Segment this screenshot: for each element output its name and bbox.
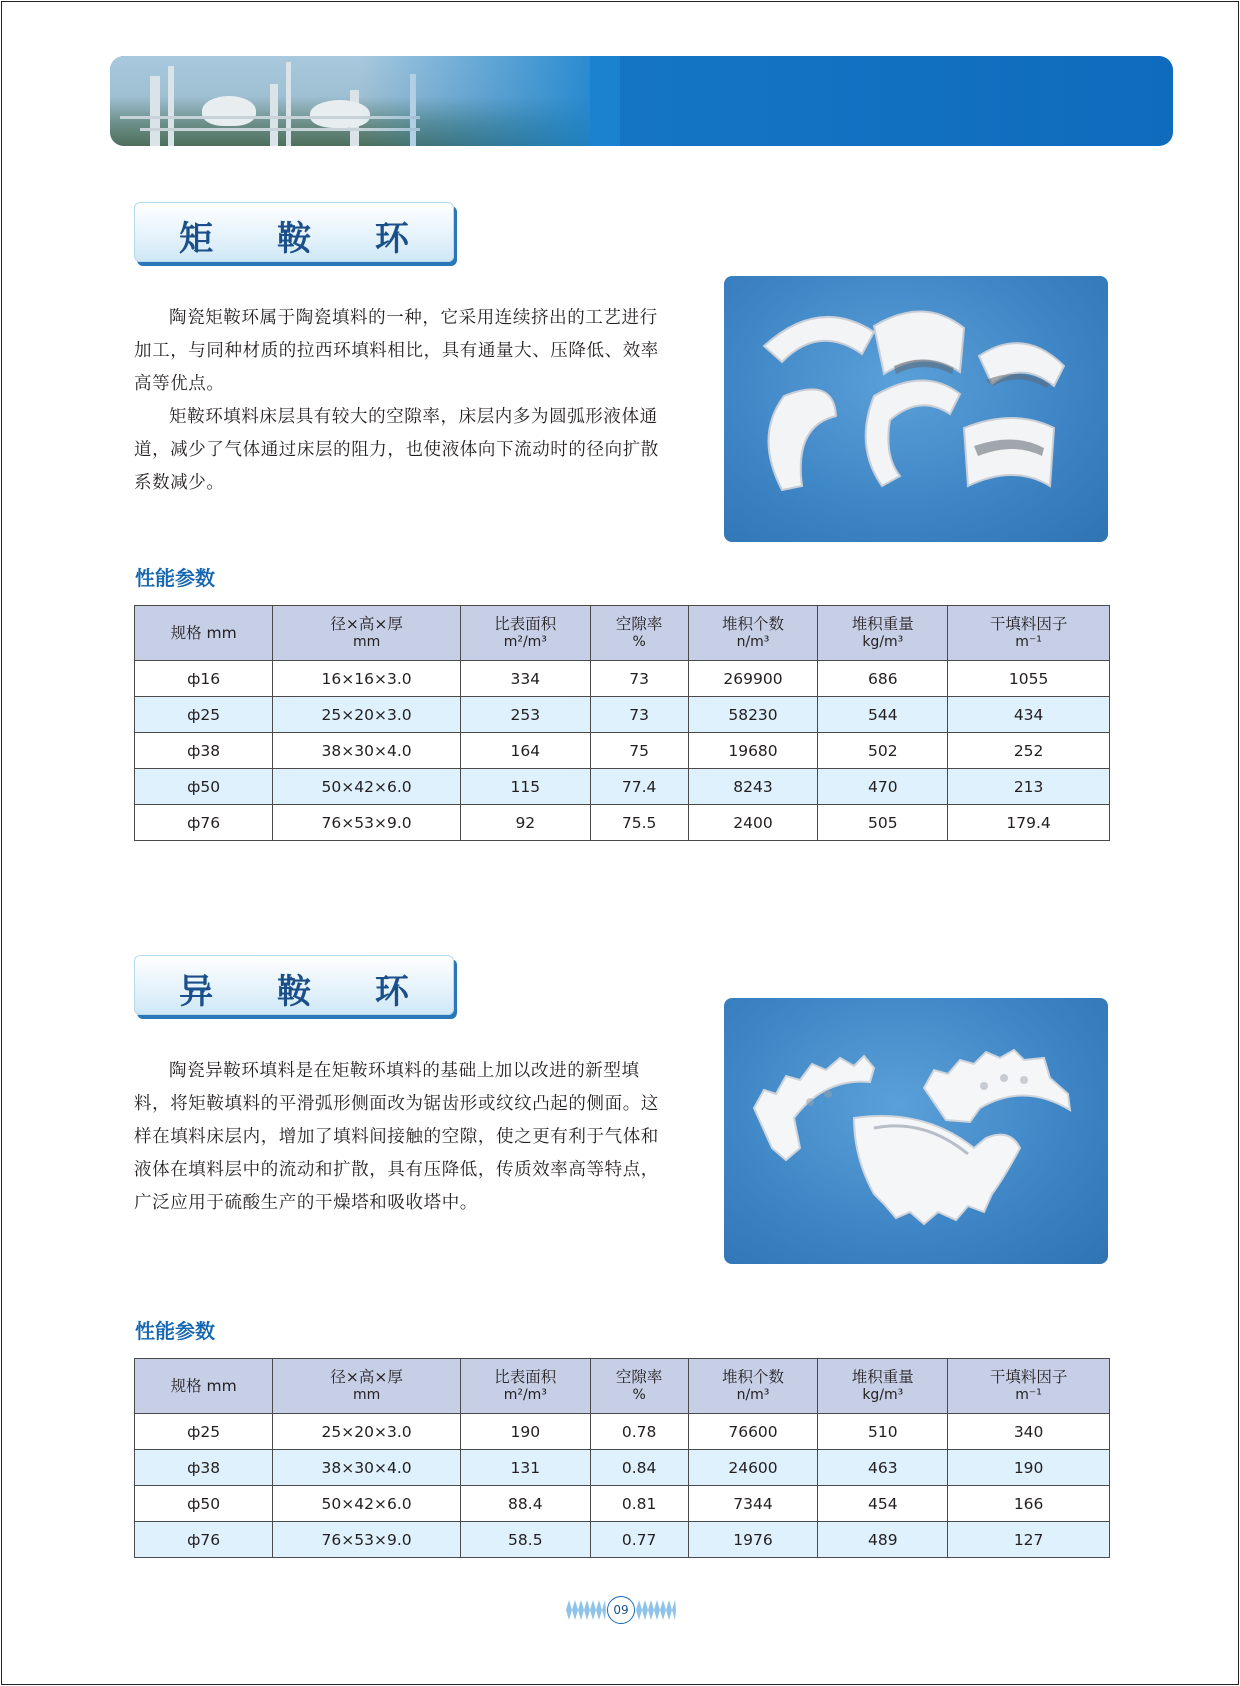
column-header-unit: kg/m³ (862, 634, 904, 650)
section-title-tab (134, 202, 454, 262)
column-header (688, 1359, 818, 1414)
column-header-unit: m²/m³ (503, 1387, 547, 1403)
table-cell: 7344 (688, 1486, 818, 1522)
table-cell: 25×20×3.0 (273, 1414, 461, 1450)
table-cell: 92 (460, 805, 590, 841)
table-cell: ф38 (135, 733, 273, 769)
table-row (135, 1414, 1110, 1450)
table-cell: 0.84 (590, 1450, 688, 1486)
table-cell: 88.4 (460, 1486, 590, 1522)
table-header-row (135, 606, 1110, 661)
column-header-unit: n/m³ (736, 1387, 770, 1403)
body-paragraph: 陶瓷异鞍环填料是在矩鞍环填料的基础上加以改进的新型填料，将矩鞍填料的平滑弧形侧面改为锯齿形或纹纹凸起的侧面。这样在填料床层内，增加了填料间接触的空隙，使之更有利于气体和液体在填料层中的流动和扩散，具有压降低，传质效率高等特点，广泛应用于硫酸生产的干燥塔和吸收塔中。 (134, 1061, 659, 1213)
table-cell: 1976 (688, 1522, 818, 1558)
table-cell: 76600 (688, 1414, 818, 1450)
table-cell: 19680 (688, 733, 818, 769)
column-header-label: 规格 mm (170, 624, 237, 642)
column-header-unit: mm (352, 1387, 381, 1403)
spec-table (134, 605, 1110, 841)
column-header-label: 堆积个数 (721, 615, 784, 633)
table-cell: 463 (818, 1450, 948, 1486)
column-header-unit: n/m³ (736, 634, 770, 650)
table-cell: 505 (818, 805, 948, 841)
table-cell: 179.4 (948, 805, 1110, 841)
table-cell: 50×42×6.0 (273, 769, 461, 805)
column-header-label: 径×高×厚 (330, 1368, 403, 1386)
page-number: 09 (607, 1596, 635, 1624)
column-header (948, 606, 1110, 661)
table-title: 性能参数 (135, 566, 215, 590)
table-cell: 340 (948, 1414, 1110, 1450)
column-header (135, 606, 273, 661)
table-cell: 686 (818, 661, 948, 697)
table-cell: 127 (948, 1522, 1110, 1558)
column-header (948, 1359, 1110, 1414)
table-cell: 334 (460, 661, 590, 697)
body-paragraph: 陶瓷矩鞍环属于陶瓷填料的一种，它采用连续挤出的工艺进行加工，与同种材质的拉西环填料相比，具有通量大、压降低、效率高等优点。 (134, 308, 659, 394)
table-cell: 2400 (688, 805, 818, 841)
column-header-unit: m⁻¹ (1015, 1387, 1042, 1403)
table-cell: ф38 (135, 1450, 273, 1486)
table-cell: 75.5 (590, 805, 688, 841)
table-cell: ф25 (135, 1414, 273, 1450)
table-title: 性能参数 (135, 1319, 215, 1343)
table-cell: 510 (818, 1414, 948, 1450)
column-header (590, 1359, 688, 1414)
column-header (273, 606, 461, 661)
column-header-label: 比表面积 (494, 1368, 557, 1386)
table-cell: 434 (948, 697, 1110, 733)
table-cell: 77.4 (590, 769, 688, 805)
table-cell: 73 (590, 697, 688, 733)
table-row (135, 697, 1110, 733)
table-cell: ф76 (135, 1522, 273, 1558)
table-cell: 25×20×3.0 (273, 697, 461, 733)
table-cell: 0.81 (590, 1486, 688, 1522)
table-cell: 190 (460, 1414, 590, 1450)
column-header-label: 干填料因子 (989, 1368, 1068, 1386)
column-header-unit: % (632, 1387, 646, 1403)
table-cell: 76×53×9.0 (273, 805, 461, 841)
column-header-label: 比表面积 (494, 615, 557, 633)
table-cell: 454 (818, 1486, 948, 1522)
column-header-unit: % (632, 634, 646, 650)
table-cell: ф76 (135, 805, 273, 841)
table-cell: ф25 (135, 697, 273, 733)
section-title: 矩 鞍 环 (179, 219, 435, 259)
column-header (818, 606, 948, 661)
table-cell: 16×16×3.0 (273, 661, 461, 697)
column-header-label: 堆积重量 (851, 615, 914, 633)
column-header-label: 堆积个数 (721, 1368, 784, 1386)
column-header (460, 606, 590, 661)
section-title-tab (134, 955, 454, 1015)
table-cell: 58.5 (460, 1522, 590, 1558)
super-saddle-photo (724, 998, 1108, 1264)
table-cell: 38×30×4.0 (273, 733, 461, 769)
column-header-unit: m²/m³ (503, 634, 547, 650)
table-cell: 253 (460, 697, 590, 733)
table-cell: 190 (948, 1450, 1110, 1486)
table-cell: 502 (818, 733, 948, 769)
table-header-row (135, 1359, 1110, 1414)
table-row (135, 1450, 1110, 1486)
table-cell: 166 (948, 1486, 1110, 1522)
table-cell: 24600 (688, 1450, 818, 1486)
column-header (818, 1359, 948, 1414)
spec-table (134, 1358, 1110, 1558)
column-header-label: 空隙率 (615, 1368, 663, 1386)
table-row (135, 661, 1110, 697)
column-header (273, 1359, 461, 1414)
column-header-unit: m⁻¹ (1015, 634, 1042, 650)
column-header-label: 堆积重量 (851, 1368, 914, 1386)
column-header-label: 径×高×厚 (330, 615, 403, 633)
header-banner (110, 56, 1173, 146)
table-row (135, 1522, 1110, 1558)
table-cell: 115 (460, 769, 590, 805)
column-header (135, 1359, 273, 1414)
table-cell: 544 (818, 697, 948, 733)
table-row (135, 1486, 1110, 1522)
table-cell: 0.78 (590, 1414, 688, 1450)
table-cell: 73 (590, 661, 688, 697)
table-cell: ф50 (135, 769, 273, 805)
table-cell: 0.77 (590, 1522, 688, 1558)
table-cell: ф16 (135, 661, 273, 697)
column-header-label: 干填料因子 (989, 615, 1068, 633)
table-cell: 75 (590, 733, 688, 769)
page-number-ornament (566, 1596, 676, 1624)
column-header-label: 规格 mm (170, 1377, 237, 1395)
table-cell: 164 (460, 733, 590, 769)
table-cell: 131 (460, 1450, 590, 1486)
table-cell: 470 (818, 769, 948, 805)
table-cell: 38×30×4.0 (273, 1450, 461, 1486)
body-paragraph: 矩鞍环填料床层具有较大的空隙率，床层内多为圆弧形液体通道，减少了气体通过床层的阻力，也使液体向下流动时的径向扩散系数减少。 (134, 407, 659, 493)
table-cell: 50×42×6.0 (273, 1486, 461, 1522)
table-row (135, 733, 1110, 769)
column-header-unit: kg/m³ (862, 1387, 904, 1403)
column-header (688, 606, 818, 661)
table-cell: 269900 (688, 661, 818, 697)
table-cell: 252 (948, 733, 1110, 769)
column-header-label: 空隙率 (615, 615, 663, 633)
table-cell: 213 (948, 769, 1110, 805)
column-header (590, 606, 688, 661)
table-row (135, 769, 1110, 805)
table-cell: 1055 (948, 661, 1110, 697)
table-cell: 58230 (688, 697, 818, 733)
table-cell: 489 (818, 1522, 948, 1558)
column-header (460, 1359, 590, 1414)
column-header-unit: mm (352, 634, 381, 650)
table-cell: 76×53×9.0 (273, 1522, 461, 1558)
table-row (135, 805, 1110, 841)
table-cell: ф50 (135, 1486, 273, 1522)
section-title: 异 鞍 环 (179, 972, 435, 1012)
table-cell: 8243 (688, 769, 818, 805)
saddle-ring-photo (724, 276, 1108, 542)
